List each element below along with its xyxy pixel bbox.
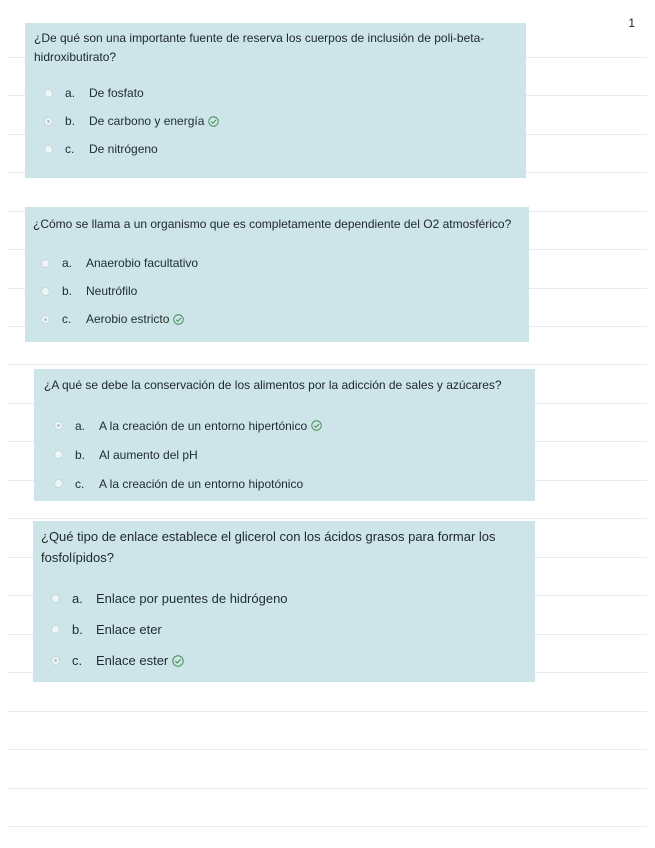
- option-label: Aerobio estricto: [86, 312, 170, 326]
- option-letter: b.: [65, 114, 76, 128]
- radio-button[interactable]: [44, 89, 53, 98]
- question-text: ¿De qué son una importante fuente de reserva los cuerpos de inclusión de poli-beta-hidroxibutirato?: [34, 31, 485, 64]
- radio-button[interactable]: [41, 315, 50, 324]
- radio-button[interactable]: [51, 594, 60, 603]
- option-label: Anaerobio facultativo: [86, 256, 199, 270]
- option-label: Enlace eter: [96, 622, 162, 637]
- option-letter: b.: [72, 622, 83, 637]
- question-text: ¿Cómo se llama a un organismo que es completamente dependiente del O2 atmosférico?: [33, 217, 512, 231]
- radio-button[interactable]: [41, 287, 50, 296]
- option-label: A la creación de un entorno hipotónico: [99, 476, 304, 491]
- radio-button[interactable]: [41, 259, 50, 268]
- answer-option[interactable]: [51, 614, 525, 645]
- option-letter: a.: [62, 256, 73, 270]
- answer-option[interactable]: [51, 583, 525, 614]
- option-letter: a.: [75, 418, 86, 433]
- answer-option[interactable]: [41, 277, 529, 305]
- option-letter: a.: [65, 86, 76, 100]
- answer-option[interactable]: [54, 411, 535, 440]
- radio-button[interactable]: [51, 625, 60, 634]
- radio-button[interactable]: [51, 656, 60, 665]
- answer-option[interactable]: [44, 107, 516, 135]
- option-letter: b.: [62, 284, 73, 298]
- correct-check-icon: [311, 420, 322, 431]
- option-letter: b.: [75, 447, 86, 462]
- question-card-1: [25, 23, 526, 178]
- correct-check-icon: [172, 655, 184, 667]
- option-label: De nitrógeno: [89, 142, 158, 156]
- answer-option[interactable]: [44, 79, 516, 107]
- question-text: ¿A qué se debe la conservación de los alimentos por la adicción de sales y azúcares?: [44, 378, 502, 392]
- option-label: Al aumento del pH: [99, 447, 198, 462]
- option-label: Enlace por puentes de hidrógeno: [96, 591, 288, 606]
- option-letter: c.: [65, 142, 75, 156]
- option-label: A la creación de un entorno hipertónico: [99, 418, 308, 433]
- answer-option[interactable]: [44, 135, 516, 163]
- option-label: De fosfato: [89, 86, 144, 100]
- radio-button[interactable]: [54, 450, 63, 459]
- option-letter: c.: [75, 476, 85, 491]
- radio-button[interactable]: [54, 479, 63, 488]
- radio-button[interactable]: [44, 145, 53, 154]
- radio-button[interactable]: [44, 117, 53, 126]
- answer-option[interactable]: [51, 645, 525, 676]
- option-label: De carbono y energía: [89, 114, 205, 128]
- question-card-3: [34, 369, 535, 501]
- answer-option[interactable]: [54, 469, 535, 498]
- option-label: Neutrófilo: [86, 284, 138, 298]
- correct-check-icon: [208, 116, 219, 127]
- option-letter: a.: [72, 591, 83, 606]
- radio-button[interactable]: [54, 421, 63, 430]
- question-card-2: [25, 207, 529, 342]
- answer-option[interactable]: [54, 440, 535, 469]
- option-label: Enlace ester: [96, 653, 169, 668]
- answer-option[interactable]: [41, 249, 529, 277]
- option-letter: c.: [72, 653, 83, 668]
- option-letter: c.: [62, 312, 72, 326]
- answer-option[interactable]: [41, 305, 529, 333]
- question-card-4: [33, 521, 535, 682]
- page-number: 1: [628, 16, 635, 30]
- question-text: ¿Qué tipo de enlace establece el glicerol con los ácidos grasos para formar los fosfolípidos?: [41, 529, 496, 565]
- correct-check-icon: [173, 314, 184, 325]
